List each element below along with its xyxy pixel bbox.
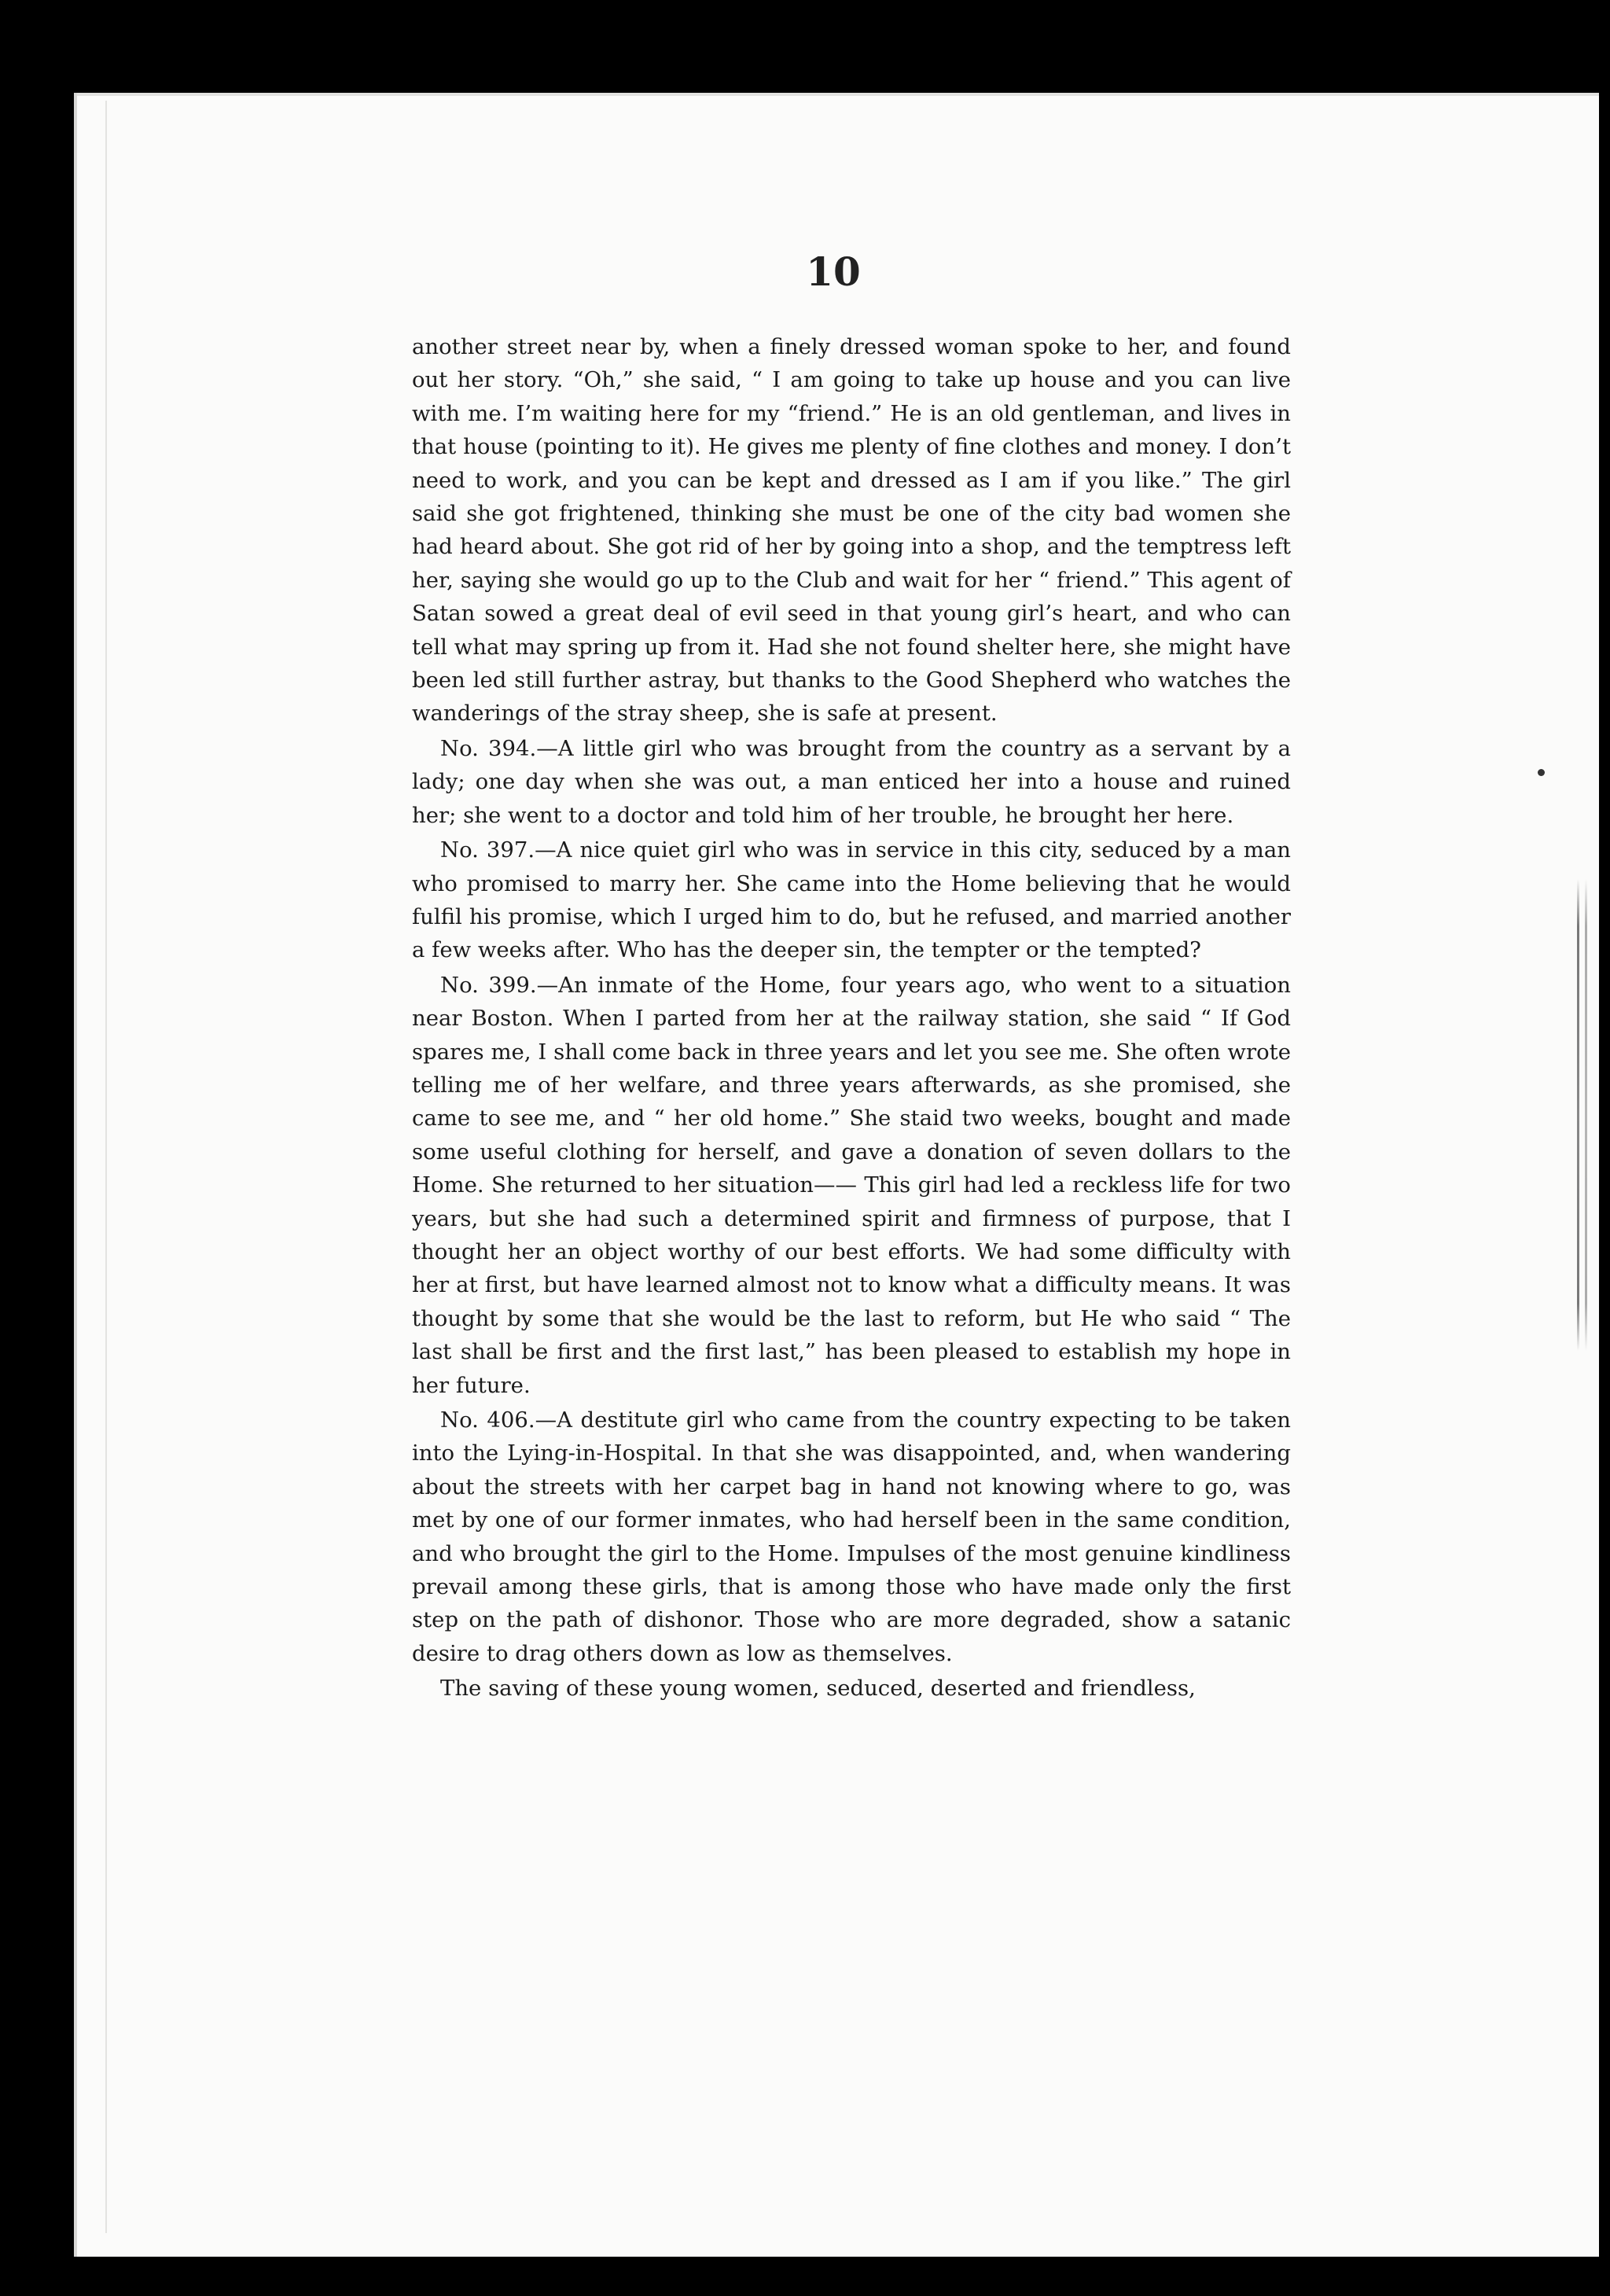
ink-dot (1538, 769, 1545, 776)
page-number: 10 (806, 248, 861, 295)
paragraph-no-406: No. 406.—A destitute girl who came from the country expecting to be taken into the Lying-in-Hospital. In that she was disappointed, and, when wandering about the streets with her carpet bag in hand not knowing where to go, was met by one of our former inmates, who had herself been in the same condition, and who brought the girl to the Home. Impulses of the most genuine kindliness prevail among these girls, that is among those who have made only the first step on the path of dishonor. Those who are more degraded, show a satanic desire to drag others down as low as themselves. (412, 1407, 1291, 1666)
fold-mark-shadow (1585, 879, 1587, 1351)
paragraph-continued: another street near by, when a finely dressed woman spoke to her, and found out her story. “Oh,” she said, “ I am going to take up house and you can live with me. I’m waiting here for my “friend.” He is an old gentleman, and lives in that house (pointing to it). He gives me plenty of fine clothes and money. I don’t need to work, and you can be kept and dressed as I am if you like.” The girl said she got frightened, thinking she must be one of the city bad women she had heard about. She got rid of her by going into a shop, and the temptress left her, saying she would go up to the Club and wait for her “ friend.” This agent of Satan sowed a great deal of evil seed in that young girl’s heart, and who can tell what may spring up from it. Had she not found shelter here, she might have been led still further astray, but thanks to the Good Shepherd who watches the wanderings of the stray sheep, she is safe at present. (412, 334, 1291, 727)
paragraph-no-394: No. 394.—A little girl who was brought from the country as a servant by a lady; one day when she was out, a man enticed her into a house and ruined her; she went to a doctor and told him of her trouble, he brought her here. (412, 735, 1291, 828)
fold-mark (1577, 879, 1579, 1351)
body-text (412, 330, 1291, 1707)
paragraph-no-397: No. 397.—A nice quiet girl who was in service in this city, seduced by a man who promised to marry her. She came into the Home believing that he would fulfil his promise, which I urged him to do, but he refused, and married another a few weeks after. Who has the deeper sin, the tempter or the tempted? (412, 837, 1291, 963)
paragraph-no-399: No. 399.—An inmate of the Home, four years ago, who went to a situation near Boston. When I parted from her at the railway station, she said “ If God spares me, I shall come back in three years and let you see me. She often wrote telling me of her welfare, and three years afterwards, as she promised, she came to see me, and “ her old home.” She staid two weeks, bought and made some useful clothing for herself, and gave a donation of seven dollars to the Home. She returned to her situation—— This girl had led a reckless life for two years, but she had such a determined spirit and firmness of purpose, that I thought her an object worthy of our best efforts. We had some difficulty with her at first, but have learned almost not to know what a difficulty means. It was thought by some that she would be the last to reform, but He who said “ The last shall be first and the first last,” has been pleased to establish my hope in her future. (412, 972, 1291, 1398)
paragraph-closing: The saving of these young women, seduced, deserted and friendless, (440, 1676, 1196, 1702)
page-edge (105, 101, 107, 2233)
